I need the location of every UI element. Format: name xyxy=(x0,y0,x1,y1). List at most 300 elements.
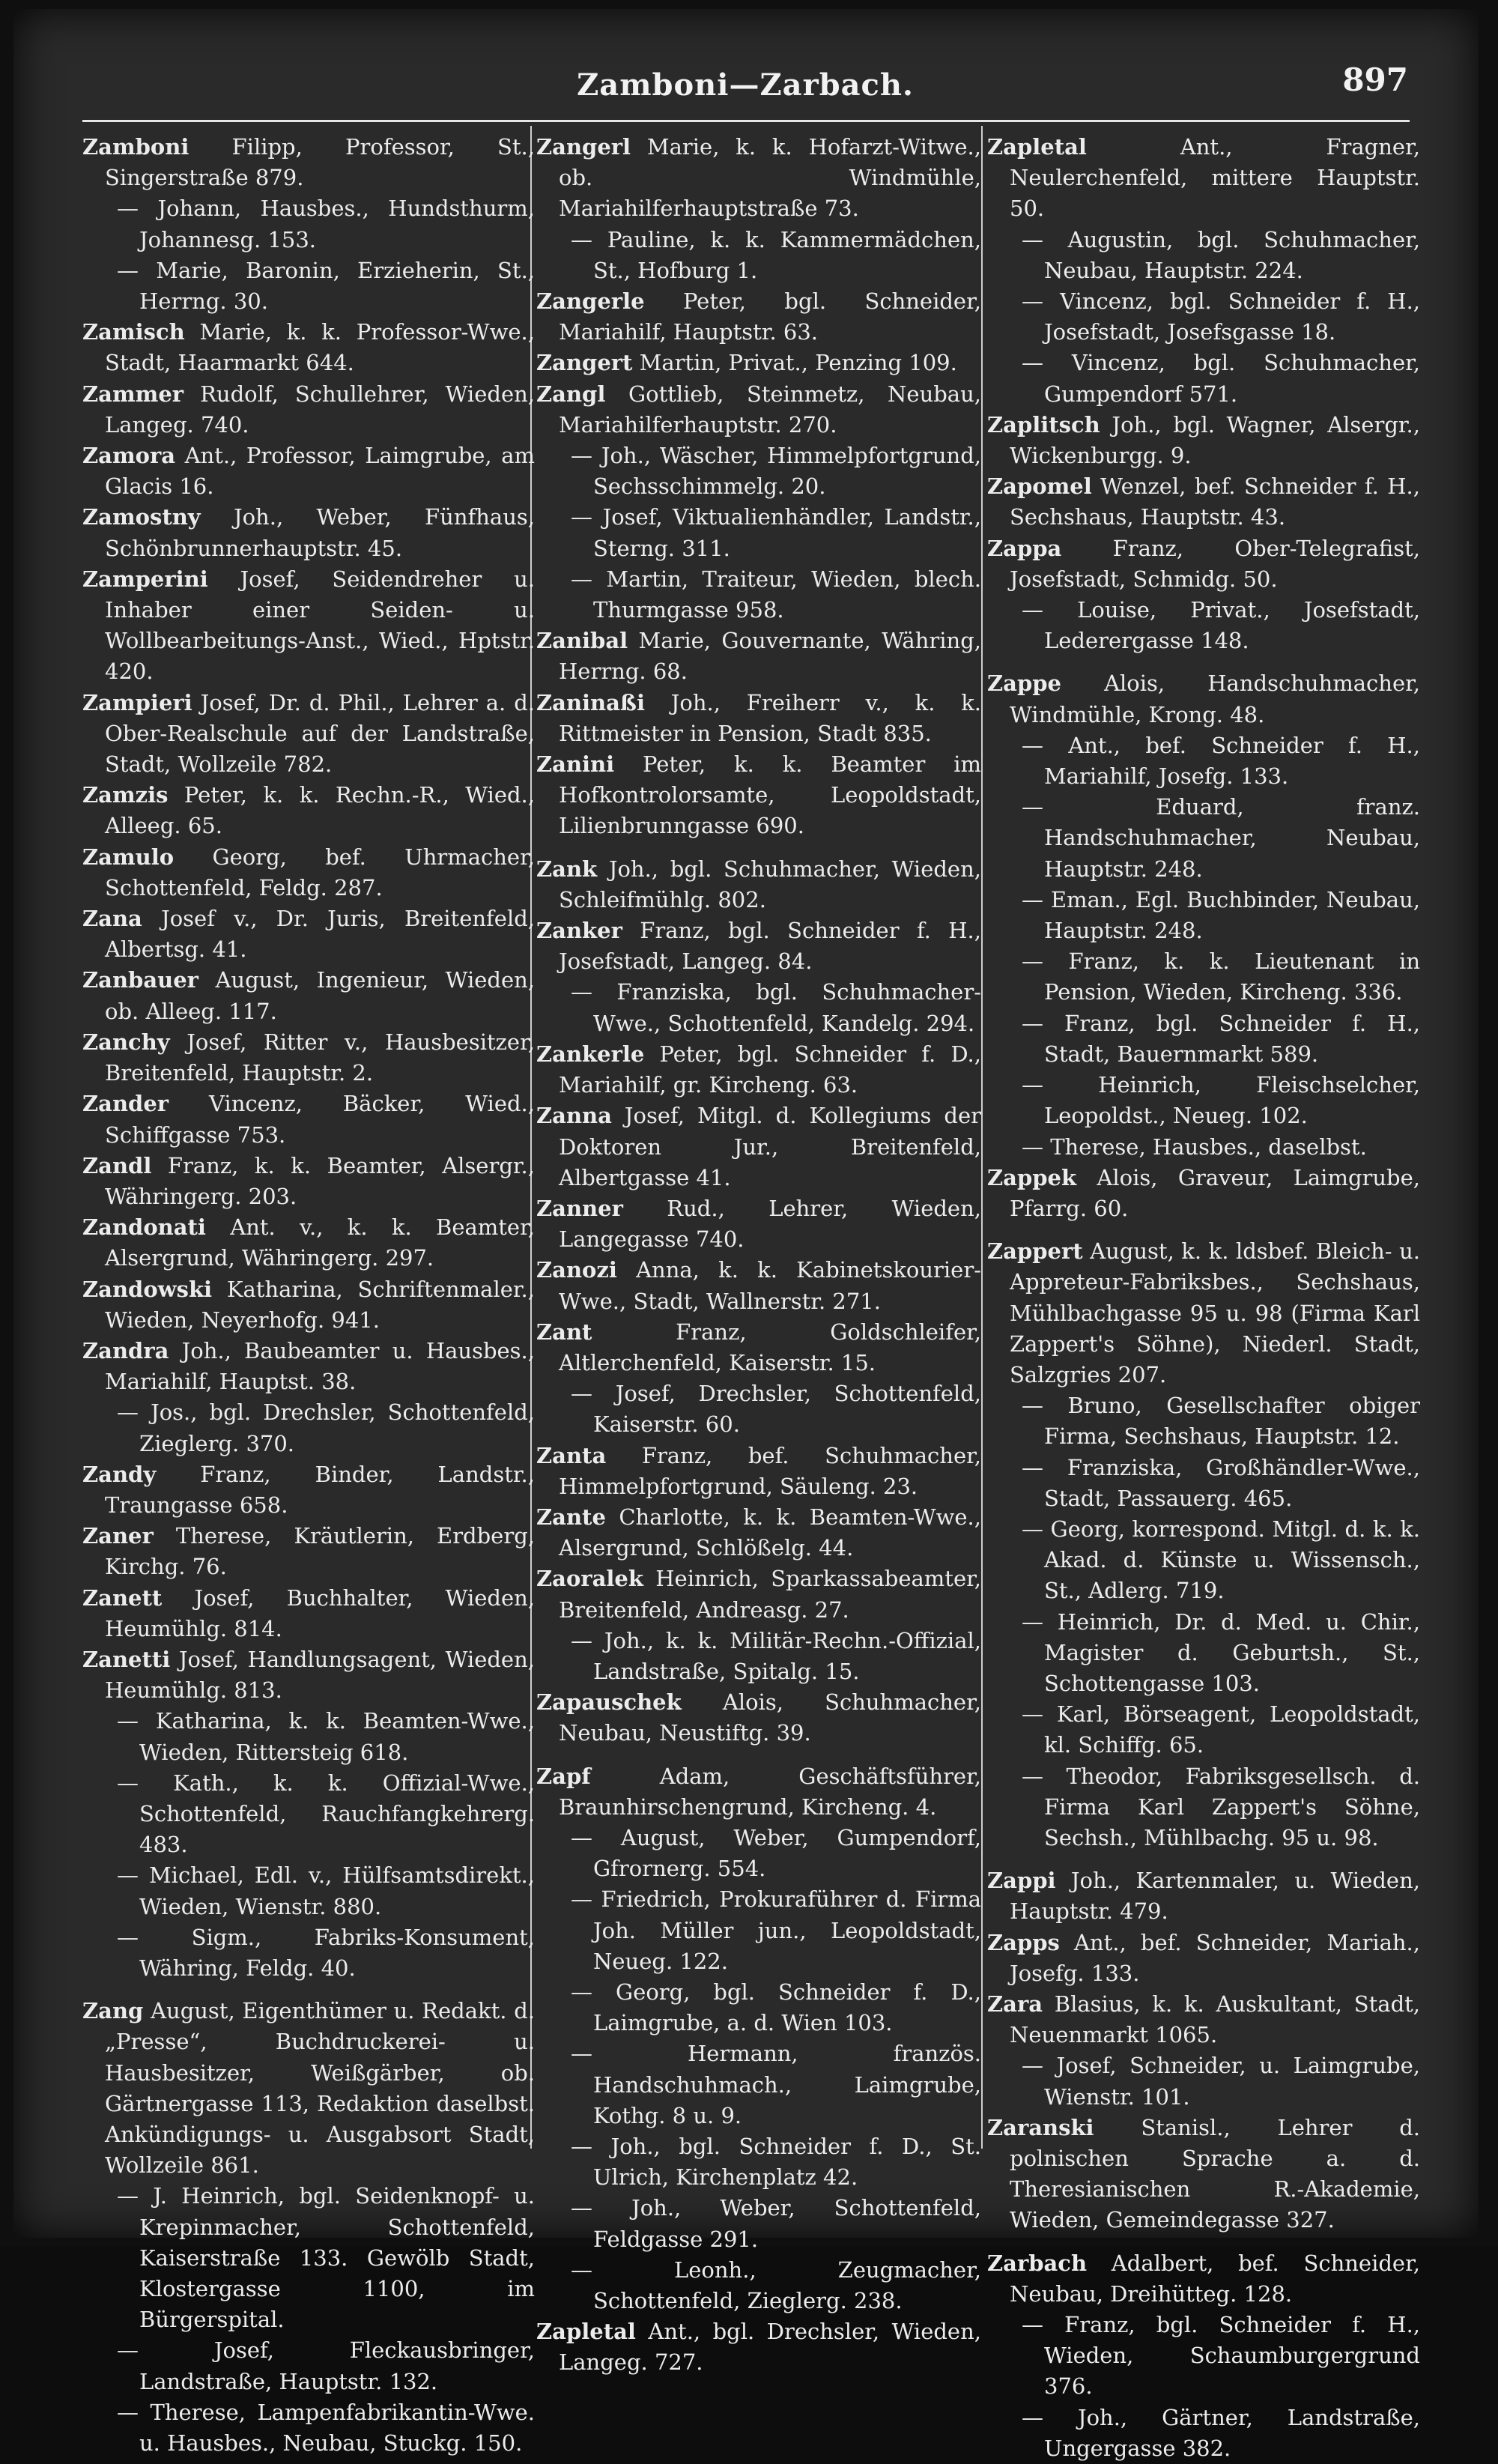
directory-entry xyxy=(82,441,535,502)
directory-entry xyxy=(536,2255,981,2316)
entry-dash: — xyxy=(1022,1701,1057,1728)
entry-details: Gottlieb, Steinmetz, Neubau, Mariahilferhauptstr. 270. xyxy=(559,381,981,438)
entry-surname: Zapomel xyxy=(987,473,1092,500)
entry-dash: — xyxy=(1022,2053,1057,2079)
entry-dash: — xyxy=(1022,1072,1099,1098)
entry-details: Josef, Drechsler, Schottenfeld, Kaiserstr. 60. xyxy=(593,1381,981,1438)
entry-details: Charlotte, k. k. Beamten-Wwe., Alsergrund, Schlößelg. 44. xyxy=(559,1504,981,1561)
directory-entry xyxy=(536,1502,981,1564)
directory-entry xyxy=(82,1212,535,1274)
entry-details: Bruno, Gesellschafter obiger Firma, Sechshaus, Hauptstr. 12. xyxy=(1044,1393,1420,1450)
entry-details: Friedrich, Prokuraführer d. Firma Joh. Müller jun., Leopoldstadt, Neueg. 122. xyxy=(593,1886,981,1974)
entry-details: J. Heinrich, bgl. Seidenknopf- u. Krepinmacher, Schottenfeld, Kaiserstraße 133. Gewölb Stadt, Klostergasse 1100, im Bürgerspital. xyxy=(139,2183,536,2333)
entry-details: Vincenz, bgl. Schuhmacher, Gumpendorf 571. xyxy=(1044,350,1420,407)
entry-surname: Zarbach xyxy=(987,2250,1088,2276)
directory-entry xyxy=(536,348,981,378)
entry-details: Joh., Wäscher, Himmelpfortgrund, Sechsschimmelg. 20. xyxy=(593,443,981,500)
entry-details: Franz, bef. Schuhmacher, Himmelpfortgrund, Säuleng. 23. xyxy=(559,1442,981,1499)
directory-entry xyxy=(536,1039,981,1101)
entry-surname: Zandonati xyxy=(82,1214,206,1241)
entry-surname: Zangert xyxy=(536,350,633,376)
directory-entry xyxy=(82,1768,535,1861)
directory-entry xyxy=(987,2248,1420,2310)
entry-dash: — xyxy=(1022,732,1069,758)
directory-entry xyxy=(987,730,1420,792)
entry-details: Martin, Traiteur, Wieden, blech. Thurmgasse 958. xyxy=(593,566,981,623)
directory-entry xyxy=(536,1564,981,1625)
entry-dash: — xyxy=(117,1399,151,1426)
directory-entry xyxy=(82,965,535,1026)
directory-entry xyxy=(82,255,535,317)
entry-details: Franz, Goldschleifer, Altlerchenfeld, Kaiserstr. 15. xyxy=(559,1319,981,1375)
entry-details: Eman., Egl. Buchbinder, Neubau, Hauptstr. 248. xyxy=(1044,886,1420,944)
entry-details: Franz, bgl. Schneider f. H., Josefstadt, Langeg. 84. xyxy=(559,918,981,975)
directory-entry xyxy=(536,502,981,563)
directory-entry xyxy=(987,132,1420,225)
entry-details: Blasius, k. k. Auskultant, Stadt, Neuenmarkt 1065. xyxy=(1010,1991,1420,2048)
entry-details: Hermann, französ. Handschuhmach., Laimgrube, Kothg. 8 u. 9. xyxy=(593,2041,982,2128)
entry-details: Jos., bgl. Drechsler, Schottenfeld, Zieglerg. 370. xyxy=(139,1399,536,1456)
entry-dash: — xyxy=(1022,597,1078,623)
entry-details: Eduard, franz. Handschuhmacher, Neubau, Hauptstr. 248. xyxy=(1044,794,1420,882)
entry-surname: Zang xyxy=(82,1998,144,2024)
entry-dash: — xyxy=(571,979,617,1005)
directory-entry xyxy=(536,1884,981,1977)
directory-entry xyxy=(987,2310,1420,2403)
entry-surname: Zangerle xyxy=(536,288,645,315)
entry-details: Josef, Seidendreher u. Inhaber einer Seiden- u. Wollbearbeitungs-Anst., Wied., Hptstr. 420. xyxy=(105,566,535,685)
directory-entry xyxy=(987,595,1420,656)
entry-surname: Zanner xyxy=(536,1195,623,1221)
entry-details: Franz, Binder, Landstr., Traungasse 658. xyxy=(105,1461,535,1518)
directory-entry xyxy=(536,749,981,842)
directory-entry xyxy=(82,1706,535,1767)
directory-entry xyxy=(536,1378,981,1440)
entry-details: Joh., Weber, Schottenfeld, Feldgasse 291. xyxy=(593,2195,981,2252)
entry-details: Franziska, Großhändler-Wwe., Stadt, Passauerg. 465. xyxy=(1044,1454,1420,1511)
directory-entry xyxy=(536,225,981,286)
entry-dash: — xyxy=(117,2183,154,2209)
entry-dash: — xyxy=(571,1979,616,2005)
entry-surname: Zamperini xyxy=(82,566,208,592)
entry-dash: — xyxy=(1022,350,1072,376)
entry-dash: — xyxy=(117,1862,149,1889)
entry-details: Josef, Fleckausbringer, Landstraße, Hauptstr. 132. xyxy=(139,2337,535,2394)
directory-entry xyxy=(82,379,535,441)
directory-entry xyxy=(987,792,1420,885)
entry-details: Joh., Freiherr v., k. k. Rittmeister in Pension, Stadt 835. xyxy=(559,689,981,746)
directory-entry xyxy=(536,1317,981,1378)
directory-entry xyxy=(987,1928,1420,1989)
entry-dash: — xyxy=(117,1708,156,1734)
entry-details: Franz, k. k. Beamter, Alsergr., Währingerg. 203. xyxy=(105,1152,535,1209)
directory-entry xyxy=(536,1193,981,1255)
entry-details: Georg, bef. Uhrmacher, Schottenfeld, Feldg. 287. xyxy=(105,844,535,900)
entry-details: Ant., bef. Schneider f. H., Mariahilf, Josefg. 133. xyxy=(1044,732,1420,790)
entry-details: Alois, Graveur, Laimgrube, Pfarrg. 60. xyxy=(1010,1164,1420,1221)
directory-entry xyxy=(82,1336,535,1397)
entry-details: Leonh., Zeugmacher, Schottenfeld, Zieglerg. 238. xyxy=(593,2256,981,2314)
entry-details: Peter, k. k. Rechn.-R., Wied., Alleeg. 65. xyxy=(105,782,535,839)
directory-entry xyxy=(82,132,535,193)
entry-dash: — xyxy=(571,226,607,252)
directory-entry xyxy=(82,1644,535,1706)
directory-entry xyxy=(82,903,535,965)
entry-surname: Zandowski xyxy=(82,1276,213,1302)
entry-surname: Zapletal xyxy=(987,134,1087,160)
entry-details: Heinrich, Dr. d. Med. u. Chir., Magister d. Geburtsh., St., Schottengasse 103. xyxy=(1044,1608,1420,1696)
directory-entry xyxy=(82,317,535,378)
entry-details: Franziska, bgl. Schuhmacher-Wwe., Schottenfeld, Kandelg. 294. xyxy=(593,979,982,1036)
entry-details: Michael, Edl. v., Hülfsamtsdirekt., Wieden, Wienstr. 880. xyxy=(139,1862,535,1919)
entry-details: Joh., k. k. Militär-Rechn.-Offizial, Landstraße, Spitalg. 15. xyxy=(593,1627,981,1684)
entry-details: Anna, k. k. Kabinetskourier-Wwe., Stadt, Wallnerstr. 271. xyxy=(559,1257,981,1314)
directory-entry xyxy=(82,564,535,688)
entry-surname: Zaplitsch xyxy=(987,411,1100,438)
entry-details: Louise, Privat., Josefstadt, Lederergasse 148. xyxy=(1044,597,1420,654)
entry-details: Peter, bgl. Schneider, Mariahilf, Hauptstr. 63. xyxy=(559,288,981,345)
entry-details: Marie, Baronin, Erzieherin, St., Herrng. 30. xyxy=(139,257,536,315)
directory-entry xyxy=(987,1070,1420,1131)
directory-entry xyxy=(82,193,535,255)
entry-dash: — xyxy=(571,1886,601,1913)
directory-entry xyxy=(536,2193,981,2254)
entry-details: Ant., bgl. Drechsler, Wieden, Langeg. 727. xyxy=(559,2319,981,2376)
entry-details: Therese, Hausbes., daselbst. xyxy=(1050,1133,1367,1160)
directory-entry xyxy=(82,1922,535,1984)
entry-details: Pauline, k. k. Kammermädchen, St., Hofburg 1. xyxy=(593,226,982,283)
directory-entry xyxy=(987,410,1420,471)
entry-dash: — xyxy=(1022,1393,1068,1419)
entry-details: Alois, Handschuhmacher, Windmühle, Krong. 48. xyxy=(1010,671,1420,727)
entry-details: Franz, Ober-Telegrafist, Josefstadt, Schmidg. 50. xyxy=(1010,535,1420,592)
entry-dash: — xyxy=(1022,1010,1065,1036)
entry-details: August, Weber, Gumpendorf, Gfrornerg. 554. xyxy=(593,1824,982,1882)
entry-dash: — xyxy=(571,504,603,530)
entry-dash: — xyxy=(1022,1608,1058,1635)
entry-dash: — xyxy=(117,257,157,283)
entry-surname: Zandl xyxy=(82,1152,152,1178)
directory-entry xyxy=(987,668,1420,730)
entry-details: August, Eigenthümer u. Redakt. d. „Presse“, Buchdruckerei- u. Hausbesitzer, Weißgärber, ob. Gärtnergasse 113, Redaktion daselbst. Ankündigungs- u. Ausgabsort Stadt, Wollzeile 861. xyxy=(105,1998,535,2179)
entry-details: Katharina, Schriftenmaler., Wieden, Neyerhofg. 941. xyxy=(105,1276,535,1333)
directory-entry xyxy=(987,286,1420,348)
directory-entry xyxy=(536,1441,981,1502)
entry-details: Josef, Ritter v., Hausbesitzer, Breitenfeld, Hauptstr. 2. xyxy=(105,1029,535,1086)
directory-entry xyxy=(536,1626,981,1687)
directory-entry xyxy=(82,688,535,781)
entry-dash: — xyxy=(1022,1133,1051,1160)
entry-surname: Zamisch xyxy=(82,319,185,345)
entry-details: Heinrich, Sparkassabeamter, Breitenfeld, Andreasg. 27. xyxy=(559,1566,981,1623)
entry-dash: — xyxy=(571,566,607,592)
entry-dash: — xyxy=(117,2399,151,2425)
entry-surname: Zander xyxy=(82,1091,169,1117)
entry-surname: Zandy xyxy=(82,1461,157,1487)
entry-details: Ant. v., k. k. Beamter, Alsergrund, Währingerg. 297. xyxy=(105,1214,535,1271)
entry-details: Filipp, Professor, St., Singerstraße 879. xyxy=(105,134,535,191)
entry-details: Joh., Gärtner, Landstraße, Ungergasse 382. xyxy=(1044,2404,1420,2461)
entry-details: Josef, Viktualienhändler, Landstr., Sterng. 311. xyxy=(593,504,981,561)
entry-details: Peter, k. k. Beamter im Hofkontrolorsamte, Leopoldstadt, Lilienbrunngasse 690. xyxy=(559,751,981,839)
entry-details: Sigm., Fabriks-Konsument, Währing, Feldg. 40. xyxy=(139,1924,535,1981)
entry-details: Vincenz, bgl. Schneider f. H., Josefstadt, Josefsgasse 18. xyxy=(1044,288,1421,345)
entry-surname: Zanibal xyxy=(536,628,628,654)
entry-details: Joh., bgl. Wagner, Alsergr., Wickenburgg. 9. xyxy=(1010,411,1420,469)
entry-surname: Zara xyxy=(987,1991,1043,2017)
directory-entry xyxy=(536,564,981,626)
entry-details: August, Ingenieur, Wieden, ob. Alleeg. 117. xyxy=(105,967,535,1024)
entry-details: Josef, Schneider, u. Laimgrube, Wienstr. 101. xyxy=(1044,2053,1420,2110)
entry-details: Franz, bgl. Schneider f. H., Wieden, Schaumburgergrund 376. xyxy=(1044,2312,1421,2400)
entry-surname: Zamora xyxy=(82,443,176,469)
directory-entry xyxy=(987,1453,1420,1514)
directory-entry xyxy=(82,1996,535,2181)
entry-dash: — xyxy=(1022,948,1069,975)
directory-entry xyxy=(536,688,981,749)
directory-entry xyxy=(987,1163,1420,1224)
entry-dash: — xyxy=(1022,1763,1067,1789)
directory-entry xyxy=(987,1865,1420,1927)
directory-entry xyxy=(82,1089,535,1150)
directory-column-1 xyxy=(82,132,536,2457)
directory-entry xyxy=(987,1236,1420,1390)
entry-dash: — xyxy=(1022,2312,1065,2338)
entry-details: Adam, Geschäftsführer, Braunhirschengrund, Kircheng. 4. xyxy=(559,1763,981,1820)
entry-details: Karl, Börseagent, Leopoldstadt, kl. Schiffg. 65. xyxy=(1044,1701,1420,1758)
entry-surname: Zamzis xyxy=(82,782,169,808)
entry-dash: — xyxy=(1022,1454,1067,1480)
entry-dash: — xyxy=(571,2134,611,2159)
entry-details: Therese, Lampenfabrikantin-Wwe. u. Hausbes., Neubau, Stuckg. 150. xyxy=(139,2399,536,2457)
entry-details: Georg, korrespond. Mitgl. d. k. k. Akad. d. Künste u. Wissensch., St., Adlerg. 719. xyxy=(1044,1516,1421,1604)
entry-details: Alois, Schuhmacher, Neubau, Neustiftg. 39. xyxy=(559,1689,981,1746)
entry-details: Joh., Kartenmaler, u. Wieden, Hauptstr. 479. xyxy=(1010,1868,1420,1925)
entry-dash: — xyxy=(117,2337,214,2364)
directory-entry xyxy=(536,1823,981,1884)
entry-surname: Zanini xyxy=(536,751,615,778)
entry-surname: Zappe xyxy=(987,671,1061,697)
entry-details: Josef, Mitgl. d. Kollegiums der Doktoren Jur., Breitenfeld, Albertgasse 41. xyxy=(559,1103,981,1190)
entry-details: Ant., bef. Schneider, Mariah., Josefg. 133. xyxy=(1010,1929,1420,1986)
entry-surname: Zanker xyxy=(536,918,622,944)
entry-surname: Zante xyxy=(536,1504,606,1530)
directory-entry xyxy=(536,2316,981,2378)
entry-dash: — xyxy=(1022,794,1156,820)
directory-entry xyxy=(82,842,535,903)
directory-entry xyxy=(536,1977,981,2038)
entry-details: Franz, k. k. Lieutenant in Pension, Wieden, Kircheng. 336. xyxy=(1044,948,1421,1005)
entry-details: Heinrich, Fleischselcher, Leopoldst., Neueg. 102. xyxy=(1044,1072,1421,1129)
entry-details: Joh., Baubeamter u. Hausbes., Mariahilf, Hauptst. 38. xyxy=(105,1337,535,1395)
entry-details: Therese, Kräutlerin, Erdberg, Kirchg. 76. xyxy=(105,1523,535,1580)
entry-details: Josef, Buchhalter, Wieden, Heumühlg. 814. xyxy=(105,1584,535,1641)
directory-entry xyxy=(82,502,535,563)
entry-details: Josef, Dr. d. Phil., Lehrer a. d. Ober-Realschule auf der Landstraße, Stadt, Wollzeile 782. xyxy=(105,689,535,778)
entry-surname: Zamulo xyxy=(82,844,175,870)
entry-details: Franz, bgl. Schneider f. H., Stadt, Bauernmarkt 589. xyxy=(1044,1010,1421,1067)
entry-details: Peter, bgl. Schneider f. D., Mariahilf, gr. Kircheng. 63. xyxy=(559,1041,981,1098)
entry-details: Adalbert, bef. Schneider, Neubau, Dreihütteg. 128. xyxy=(1010,2250,1420,2307)
directory-entry xyxy=(987,1514,1420,1607)
entry-surname: Zant xyxy=(536,1319,592,1345)
directory-entry xyxy=(987,225,1420,286)
entry-details: Joh., bgl. Schneider f. D., St. Ulrich, Kirchenplatz 42. xyxy=(593,2134,981,2191)
entry-dash: — xyxy=(117,196,158,222)
entry-dash: — xyxy=(571,2256,674,2283)
entry-surname: Zaoralek xyxy=(536,1566,643,1592)
directory-entry xyxy=(987,2403,1420,2464)
entry-surname: Zanbauer xyxy=(82,967,198,993)
entry-dash: — xyxy=(1022,1516,1051,1542)
column-divider xyxy=(981,126,983,2149)
directory-entry xyxy=(82,1274,535,1336)
directory-entry xyxy=(987,1607,1420,1700)
directory-column-3 xyxy=(987,132,1421,2461)
directory-entry xyxy=(82,1151,535,1212)
entry-surname: Zanetti xyxy=(82,1646,171,1672)
entry-details: Kath., k. k. Offizial-Wwe., Schottenfeld, Rauchfangkehrerg. 483. xyxy=(139,1770,536,1858)
entry-details: Josef, Handlungsagent, Wieden, Heumühlg. 813. xyxy=(105,1646,535,1704)
entry-dash: — xyxy=(571,2195,632,2221)
entry-dash: — xyxy=(1022,886,1051,912)
entry-details: Marie, Gouvernante, Währing, Herrng. 68. xyxy=(559,628,981,685)
directory-entry xyxy=(987,1390,1420,1452)
entry-details: Vincenz, Bäcker, Wied., Schiffgasse 753. xyxy=(105,1091,535,1148)
entry-details: Stanisl., Lehrer d. polnischen Sprache a. d. Theresianischen R.-Akademie, Wieden, Gemeindegasse 327. xyxy=(1010,2114,1420,2233)
entry-dash: — xyxy=(571,2041,688,2067)
directory-entry xyxy=(82,780,535,841)
entry-details: Wenzel, bef. Schneider f. H., Sechshaus, Hauptstr. 43. xyxy=(1010,473,1420,530)
entry-details: Augustin, bgl. Schuhmacher, Neubau, Hauptstr. 224. xyxy=(1044,226,1421,283)
running-head-title: Zamboni—Zarbach. xyxy=(577,67,914,103)
directory-entry xyxy=(536,132,981,225)
entry-surname: Zangerl xyxy=(536,134,631,160)
directory-entry xyxy=(536,2131,981,2193)
directory-entry xyxy=(987,946,1420,1008)
entry-surname: Zanozi xyxy=(536,1257,617,1283)
header-rule xyxy=(82,120,1410,122)
directory-entry xyxy=(82,2335,535,2397)
entry-surname: Zapps xyxy=(987,1929,1060,1955)
entry-surname: Zandra xyxy=(82,1337,169,1363)
directory-entry xyxy=(987,1132,1420,1163)
directory-entry xyxy=(987,1989,1420,2050)
entry-dash: — xyxy=(1022,226,1068,252)
entry-details: Rud., Lehrer, Wieden, Langegasse 740. xyxy=(559,1195,981,1253)
entry-surname: Zaninaßi xyxy=(536,689,645,715)
directory-entry xyxy=(987,1699,1420,1761)
entry-surname: Zampieri xyxy=(82,689,192,715)
directory-entry xyxy=(536,1687,981,1749)
directory-entry xyxy=(82,1459,535,1521)
entry-details: Ant., Professor, Laimgrube, am Glacis 16. xyxy=(105,443,535,500)
entry-dash: — xyxy=(117,1924,192,1950)
entry-details: August, k. k. ldsbef. Bleich- u. Appreteur-Fabriksbes., Sechshaus, Mühlbachgasse 95 u. 98 (Firma Karl Zappert's Söhne), Niederl. Stadt, Salzgries 207. xyxy=(1010,1238,1420,1387)
directory-entry xyxy=(987,1008,1420,1070)
directory-entry xyxy=(82,1521,535,1582)
entry-surname: Zaranski xyxy=(987,2114,1094,2140)
entry-surname: Zamboni xyxy=(82,134,189,160)
directory-entry xyxy=(536,1101,981,1193)
directory-entry xyxy=(82,1397,535,1459)
entry-surname: Zammer xyxy=(82,381,184,407)
directory-entry xyxy=(82,2397,535,2459)
entry-surname: Zappa xyxy=(987,535,1062,561)
entry-surname: Zangl xyxy=(536,381,606,407)
entry-surname: Zanta xyxy=(536,1442,607,1468)
directory-entry xyxy=(536,2038,981,2131)
directory-entry xyxy=(987,1761,1420,1854)
directory-entry xyxy=(536,1255,981,1316)
entry-details: Rudolf, Schullehrer, Wieden, Langeg. 740. xyxy=(105,381,535,438)
entry-details: Marie, k. k. Professor-Wwe., Stadt, Haarmarkt 644. xyxy=(105,319,535,376)
directory-entry xyxy=(536,1761,981,1823)
directory-entry xyxy=(987,885,1420,946)
directory-entry xyxy=(987,348,1420,409)
entry-surname: Zana xyxy=(82,906,142,932)
directory-entry xyxy=(987,533,1420,595)
directory-entry xyxy=(82,1027,535,1089)
directory-entry xyxy=(82,2181,535,2335)
directory-entry xyxy=(82,1860,535,1922)
entry-dash: — xyxy=(1022,2404,1078,2430)
entry-details: Katharina, k. k. Beamten-Wwe., Wieden, Rittersteig 618. xyxy=(139,1708,535,1765)
page-header xyxy=(82,51,1408,114)
entry-surname: Zanett xyxy=(82,1584,163,1611)
entry-details: Josef v., Dr. Juris, Breitenfeld, Albertsg. 41. xyxy=(105,906,535,963)
entry-details: Joh., bgl. Schuhmacher, Wieden, Schleifmühlg. 802. xyxy=(559,856,981,912)
directory-entry xyxy=(536,854,981,915)
entry-dash: — xyxy=(117,1770,174,1796)
entry-surname: Zappek xyxy=(987,1164,1077,1190)
entry-details: Marie, k. k. Hofarzt-Witwe., ob. Windmühle, Mariahilferhauptstraße 73. xyxy=(559,134,981,222)
directory-entry xyxy=(536,626,981,687)
entry-surname: Zappi xyxy=(987,1868,1056,1894)
directory-entry xyxy=(536,977,981,1038)
entry-dash: — xyxy=(571,443,601,469)
entry-details: Joh., Weber, Fünfhaus, Schönbrunnerhauptstr. 45. xyxy=(105,504,535,561)
directory-entry xyxy=(987,2050,1420,2112)
page-number: 897 xyxy=(1342,61,1408,98)
entry-dash: — xyxy=(571,1824,621,1850)
entry-details: Martin, Privat., Penzing 109. xyxy=(632,350,957,376)
entry-dash: — xyxy=(571,1381,616,1407)
entry-surname: Zapauschek xyxy=(536,1689,682,1716)
directory-column-2 xyxy=(536,132,982,2376)
entry-dash: — xyxy=(571,1627,604,1653)
entry-details: Ant., Fragner, Neulerchenfeld, mittere Hauptstr. 50. xyxy=(1010,134,1420,222)
entry-surname: Zapletal xyxy=(536,2319,636,2345)
directory-entry xyxy=(987,471,1420,533)
entry-surname: Zanna xyxy=(536,1103,612,1129)
directory-entry xyxy=(987,2113,1420,2236)
directory-entry xyxy=(82,1583,535,1644)
entry-surname: Zank xyxy=(536,856,598,882)
entry-details: Johann, Hausbes., Hundsthurm, Johannesg. 153. xyxy=(139,196,535,252)
entry-surname: Zankerle xyxy=(536,1041,645,1067)
directory-entry xyxy=(536,379,981,441)
directory-entry xyxy=(536,286,981,348)
entry-surname: Zamostny xyxy=(82,504,201,530)
entry-surname: Zanchy xyxy=(82,1029,170,1055)
entry-surname: Zappert xyxy=(987,1238,1083,1265)
entry-surname: Zapf xyxy=(536,1763,591,1789)
directory-entry xyxy=(536,915,981,977)
entry-details: Theodor, Fabriksgesellsch. d. Firma Karl Zappert's Söhne, Sechsh., Mühlbachg. 95 u. 98. xyxy=(1044,1763,1421,1850)
entry-details: Georg, bgl. Schneider f. D., Laimgrube, a. d. Wien 103. xyxy=(593,1979,981,2036)
directory-entry xyxy=(536,441,981,502)
